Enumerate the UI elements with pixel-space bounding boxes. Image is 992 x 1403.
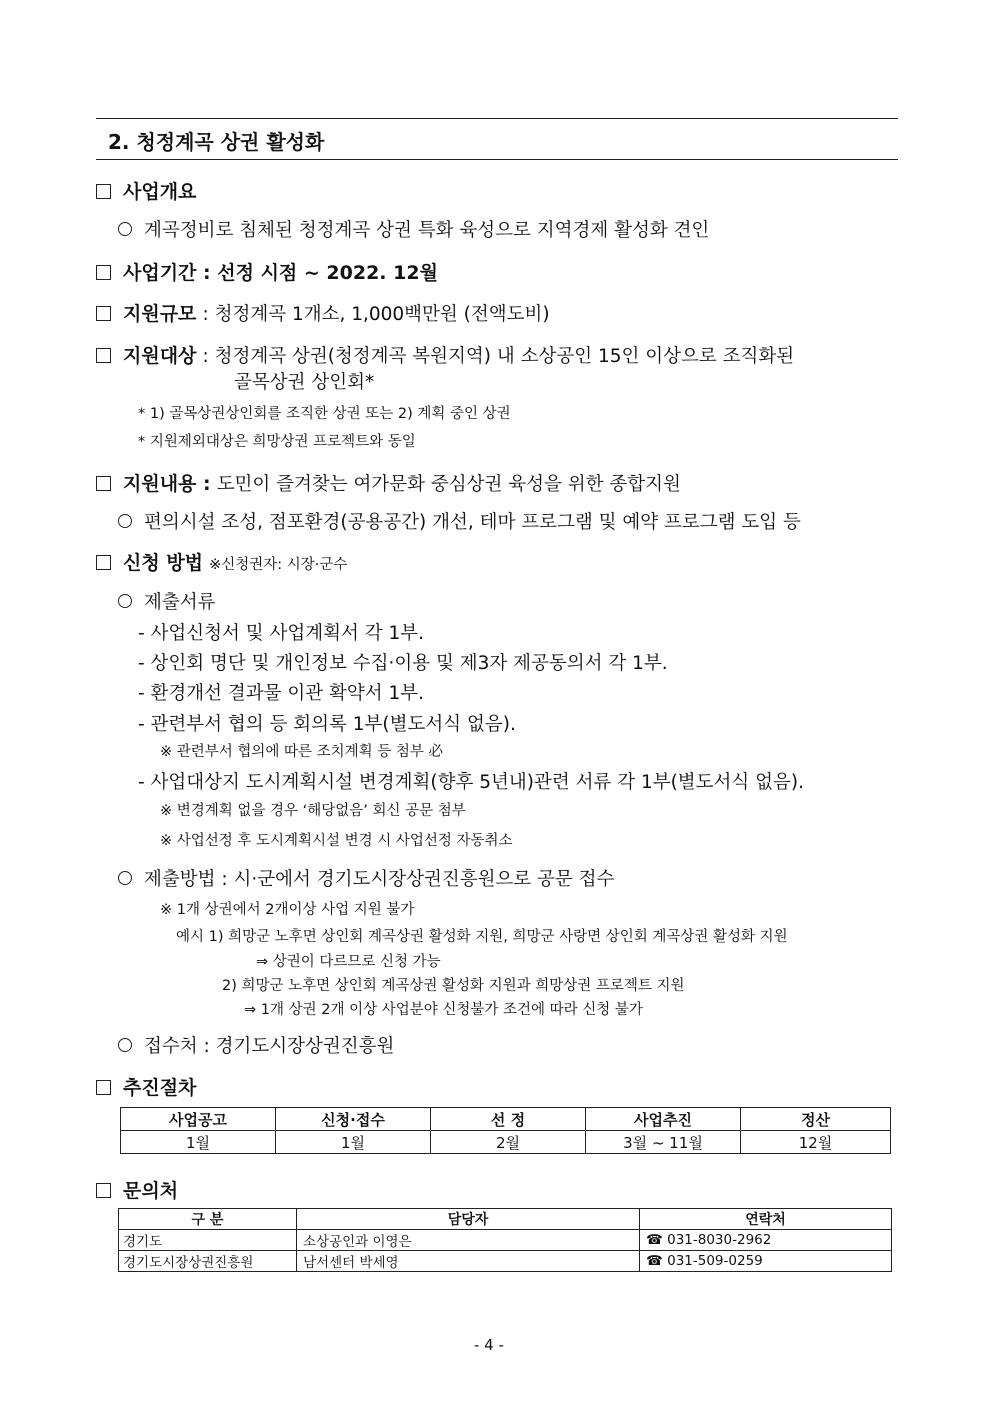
process-header-cell: 사업추진 [586, 1108, 741, 1131]
process-header-cell: 사업공고 [121, 1108, 276, 1131]
contact-org: 경기도 [119, 1230, 297, 1251]
contact-phone: ☎ 031-509-0259 [640, 1251, 892, 1272]
process-header-cell: 선 정 [431, 1108, 586, 1131]
circle-bullet-icon [118, 594, 132, 608]
circle-bullet-icon [118, 222, 132, 236]
circle-bullet-icon [118, 871, 132, 885]
example-2: 2) 희망군 노후면 상인회 계곡상권 활성화 지원과 희망상권 프로젝트 지원 [222, 978, 685, 994]
circle-bullet-icon [118, 1038, 132, 1052]
target-note-2: * 지원제외대상은 희망상권 프로젝트와 동일 [138, 434, 416, 450]
section-content: 지원내용 : 도민이 즐겨찾는 여가문화 중심상권 육성을 위한 종합지원 [96, 469, 681, 496]
contact-header-cell: 연락처 [640, 1209, 892, 1230]
contact-row [119, 1230, 892, 1251]
doc-item-2: - 상인회 명단 및 개인정보 수집·이용 및 제3자 제공동의서 각 1부. [138, 653, 668, 674]
process-value-cell: 1월 [121, 1131, 276, 1154]
square-bullet-icon [96, 265, 111, 280]
doc-item-1: - 사업신청서 및 사업계획서 각 1부. [138, 623, 425, 644]
square-bullet-icon [96, 1080, 111, 1095]
contact-org: 경기도시장상권진흥원 [119, 1251, 297, 1272]
section-period: 사업기간 : 선정 시점 ~ 2022. 12월 [96, 258, 438, 285]
submit-method: 제출방법 : 시·군에서 경기도시장상권진흥원으로 공문 접수 [118, 865, 614, 891]
section-contact: 문의처 [96, 1176, 178, 1203]
content-item: 편의시설 조성, 점포환경(공용공간) 개선, 테마 프로그램 및 예약 프로그램 도입 등 [118, 508, 801, 534]
process-value-cell: 1월 [276, 1131, 431, 1154]
process-value-cell: 3월 ~ 11월 [586, 1131, 741, 1154]
section-target: 지원대상 : 청정계곡 상권(청정계곡 복원지역) 내 소상공인 15인 이상으로 조직화된 [96, 341, 794, 368]
example-2-result: ⇒ 1개 상권 2개 이상 사업분야 신청불가 조건에 따라 신청 불가 [244, 1002, 643, 1018]
square-bullet-icon [96, 1183, 111, 1198]
square-bullet-icon [96, 555, 111, 570]
page-number: - 4 - [474, 1336, 504, 1354]
doc-item-4-note: ※ 관련부서 협의에 따른 조치계획 등 첨부 必 [160, 744, 444, 760]
contact-person: 남서센터 박세영 [297, 1251, 640, 1272]
contact-table [118, 1208, 892, 1272]
example-1: 예시 1) 희망군 노후면 상인회 계곡상권 활성화 지원, 희망군 사랑면 상인회 계곡상권 활성화 지원 [176, 929, 788, 945]
square-bullet-icon [96, 476, 111, 491]
doc-item-4: - 관련부서 협의 등 회의록 1부(별도서식 없음). [138, 714, 516, 735]
section-overview: 사업개요 [96, 177, 196, 204]
heading-bottom-rule [96, 159, 898, 160]
target-note-1: * 1) 골목상권상인회를 조직한 상권 또는 2) 계획 중인 상권 [138, 406, 511, 422]
square-bullet-icon [96, 184, 111, 199]
contact-header-cell: 담당자 [297, 1209, 640, 1230]
process-header-cell: 신청·접수 [276, 1108, 431, 1131]
process-value-cell: 12월 [741, 1131, 891, 1154]
doc-item-5: - 사업대상지 도시계획시설 변경계획(향후 5년내)관련 서류 각 1부(별도서식 없음). [138, 772, 805, 793]
process-header-cell: 정산 [741, 1108, 891, 1131]
doc-item-3: - 환경개선 결과물 이관 확약서 1부. [138, 683, 425, 704]
page-heading: 2. 청정계곡 상권 활성화 [108, 130, 325, 154]
example-1-result: ⇒ 상권이 다르므로 신청 가능 [256, 954, 441, 970]
section-method: 신청 방법 ※신청권자: 시장·군수 [96, 548, 347, 575]
doc-item-5-note-1: ※ 변경계획 없을 경우 ‘해당없음’ 회신 공문 첨부 [160, 803, 466, 819]
process-header-row [121, 1108, 891, 1131]
contact-phone: ☎ 031-8030-2962 [640, 1230, 892, 1251]
process-value-cell: 2월 [431, 1131, 586, 1154]
square-bullet-icon [96, 348, 111, 363]
heading-top-rule [96, 118, 898, 119]
contact-header-cell: 구 분 [119, 1209, 297, 1230]
doc-item-5-note-2: ※ 사업선정 후 도시계획시설 변경 시 사업선정 자동취소 [160, 833, 513, 849]
process-value-row [121, 1131, 891, 1154]
section-process: 추진절차 [96, 1073, 196, 1100]
square-bullet-icon [96, 306, 111, 321]
submit-note: ※ 1개 상권에서 2개이상 사업 지원 불가 [160, 902, 415, 918]
contact-row [119, 1251, 892, 1272]
overview-item: 계곡정비로 침체된 청정계곡 상권 특화 육성으로 지역경제 활성화 견인 [118, 216, 709, 242]
docs-title: 제출서류 [118, 588, 215, 614]
circle-bullet-icon [118, 514, 132, 528]
contact-header-row [119, 1209, 892, 1230]
reception: 접수처 : 경기도시장상권진흥원 [118, 1032, 394, 1058]
contact-person: 소상공인과 이영은 [297, 1230, 640, 1251]
target-line2: 골목상권 상인회* [234, 372, 375, 393]
process-table [120, 1107, 891, 1154]
section-scale: 지원규모 : 청정계곡 1개소, 1,000백만원 (전액도비) [96, 299, 550, 326]
